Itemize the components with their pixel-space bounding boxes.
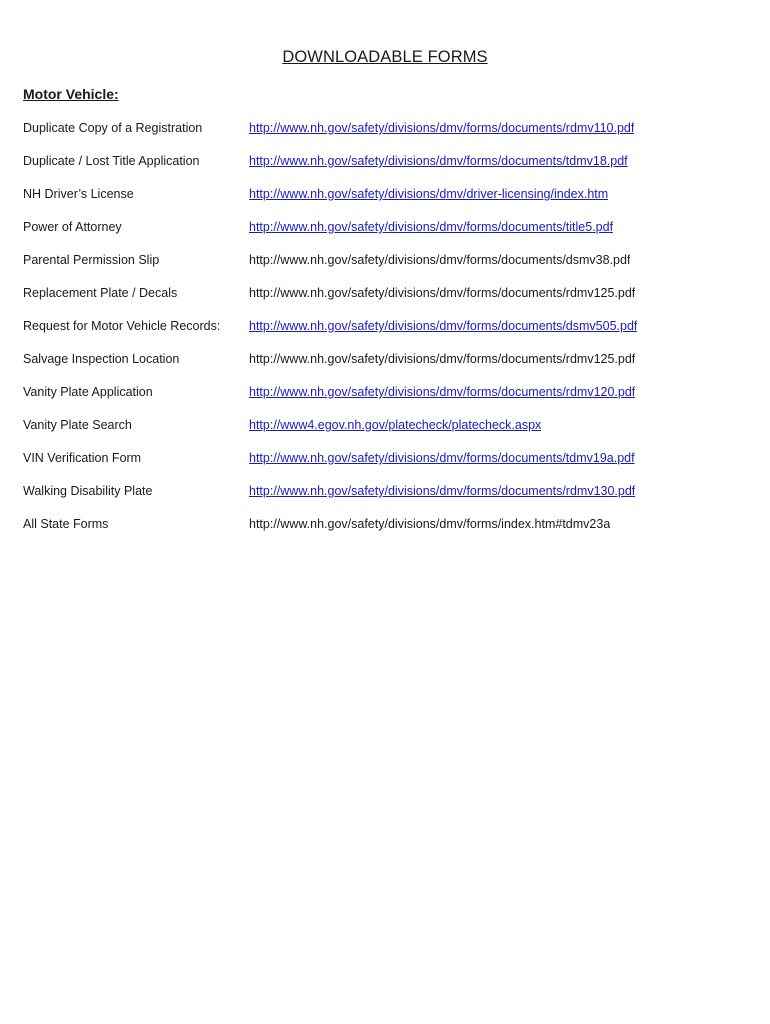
form-row xyxy=(0,350,770,383)
form-row xyxy=(0,218,770,251)
form-url-link[interactable]: http://www.nh.gov/safety/divisions/dmv/forms/documents/rdmv130.pdf xyxy=(249,484,636,498)
form-url-link[interactable]: http://www.nh.gov/safety/divisions/dmv/forms/documents/rdmv120.pdf xyxy=(249,385,636,399)
form-label: Vanity Plate Search xyxy=(23,418,132,432)
form-label: NH Driver’s License xyxy=(23,187,134,201)
form-url-link[interactable]: http://www.nh.gov/safety/divisions/dmv/forms/documents/dsmv505.pdf xyxy=(249,319,638,333)
form-row xyxy=(0,416,770,449)
form-row xyxy=(0,449,770,482)
form-label: Walking Disability Plate xyxy=(23,484,153,498)
form-url-link[interactable]: http://www4.egov.nh.gov/platecheck/platecheck.aspx xyxy=(249,418,542,432)
form-row xyxy=(0,251,770,284)
form-url-link[interactable]: http://www.nh.gov/safety/divisions/dmv/forms/documents/title5.pdf xyxy=(249,220,614,234)
form-row xyxy=(0,515,770,548)
form-url-link[interactable]: http://www.nh.gov/safety/divisions/dmv/forms/documents/rdmv110.pdf xyxy=(249,121,635,135)
form-row xyxy=(0,317,770,350)
forms-list xyxy=(0,119,770,548)
page-title: DOWNLOADABLE FORMS xyxy=(282,48,488,66)
form-label: Power of Attorney xyxy=(23,220,122,234)
form-label: Vanity Plate Application xyxy=(23,385,153,399)
section-heading-motor-vehicle: Motor Vehicle: xyxy=(23,86,119,102)
form-label: VIN Verification Form xyxy=(23,451,142,465)
form-label: Request for Motor Vehicle Records: xyxy=(23,319,221,333)
form-label: All State Forms xyxy=(23,517,109,531)
form-url-text: http://www.nh.gov/safety/divisions/dmv/forms/documents/rdmv125.pdf xyxy=(249,352,636,366)
form-label: Salvage Inspection Location xyxy=(23,352,180,366)
form-row xyxy=(0,152,770,185)
form-row xyxy=(0,185,770,218)
form-label: Replacement Plate / Decals xyxy=(23,286,178,300)
form-row xyxy=(0,119,770,152)
form-label: Duplicate Copy of a Registration xyxy=(23,121,203,135)
form-label: Duplicate / Lost Title Application xyxy=(23,154,200,168)
form-url-text: http://www.nh.gov/safety/divisions/dmv/forms/documents/dsmv38.pdf xyxy=(249,253,631,267)
form-row xyxy=(0,482,770,515)
form-label: Parental Permission Slip xyxy=(23,253,160,267)
form-url-link[interactable]: http://www.nh.gov/safety/divisions/dmv/driver-licensing/index.htm xyxy=(249,187,609,201)
form-row xyxy=(0,284,770,317)
form-url-link[interactable]: http://www.nh.gov/safety/divisions/dmv/forms/documents/tdmv19a.pdf xyxy=(249,451,635,465)
form-url-link[interactable]: http://www.nh.gov/safety/divisions/dmv/forms/documents/tdmv18.pdf xyxy=(249,154,628,168)
form-row xyxy=(0,383,770,416)
form-url-text: http://www.nh.gov/safety/divisions/dmv/forms/index.htm#tdmv23a xyxy=(249,517,611,531)
form-url-text: http://www.nh.gov/safety/divisions/dmv/forms/documents/rdmv125.pdf xyxy=(249,286,636,300)
